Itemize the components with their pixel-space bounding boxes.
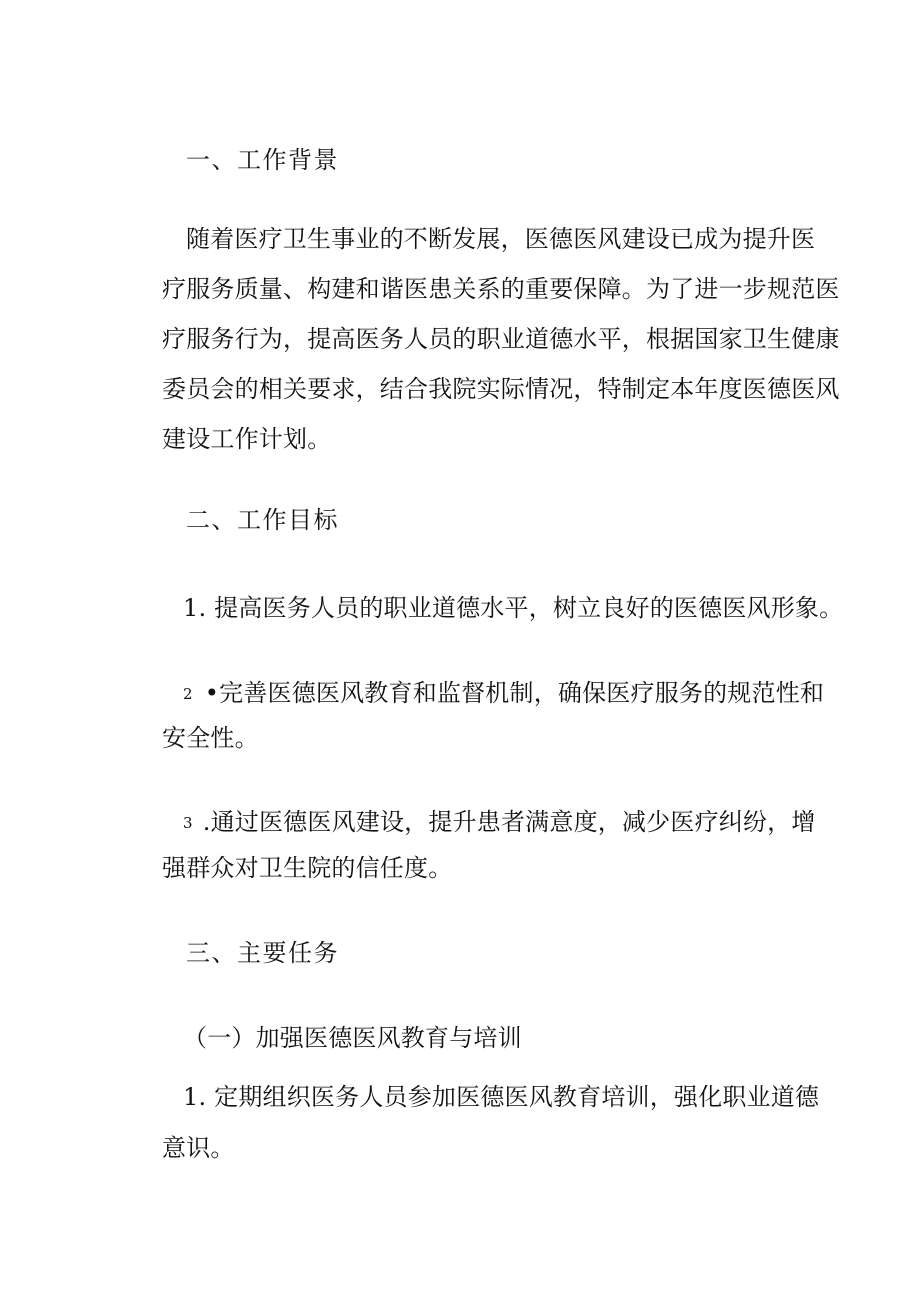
task-item-1: 1. 定期组织医务人员参加医德医风教育培训，强化职业道德 — [183, 1083, 820, 1111]
task-item-1-continued: 意识。 — [162, 1134, 235, 1162]
goal-item-3-continued: 强群众对卫生院的信任度。 — [162, 854, 453, 882]
goal-item-2 — [183, 676, 824, 711]
section-1-paragraph-line: 疗服务行为，提高医务人员的职业道德水平，根据国家卫生健康 — [162, 325, 840, 353]
section-3-subheading: （一）加强医德医风教育与培训 — [183, 1024, 522, 1052]
goal-item-3 — [183, 805, 816, 840]
goal-item-3-text: .通过医德医风建设，提升患者满意度，减少医疗纠纷，增 — [202, 808, 816, 836]
section-1-paragraph-line: 委员会的相关要求，结合我院实际情况，特制定本年度医德医风 — [162, 375, 840, 403]
section-1-paragraph-line: 疗服务质量、构建和谐医患关系的重要保障。为了进一步规范医 — [162, 275, 840, 303]
section-2-heading: 二、工作目标 — [186, 506, 339, 534]
goal-item-2-number: 2 — [183, 685, 193, 703]
section-1-paragraph-line: 随着医疗卫生事业的不断发展，医德医风建设已成为提升医 — [186, 225, 816, 253]
section-1-heading: 一、工作背景 — [186, 146, 339, 174]
goal-item-2-text: •完善医德医风教育和监督机制，确保医疗服务的规范性和 — [204, 679, 825, 707]
goal-item-1: 1. 提高医务人员的职业道德水平，树立良好的医德医风形象。 — [183, 594, 844, 622]
section-3-heading: 三、主要任务 — [186, 939, 339, 967]
section-1-paragraph-line: 建设工作计划。 — [162, 425, 332, 453]
goal-item-3-number: 3 — [183, 814, 193, 832]
goal-item-2-continued: 安全性。 — [162, 724, 259, 752]
